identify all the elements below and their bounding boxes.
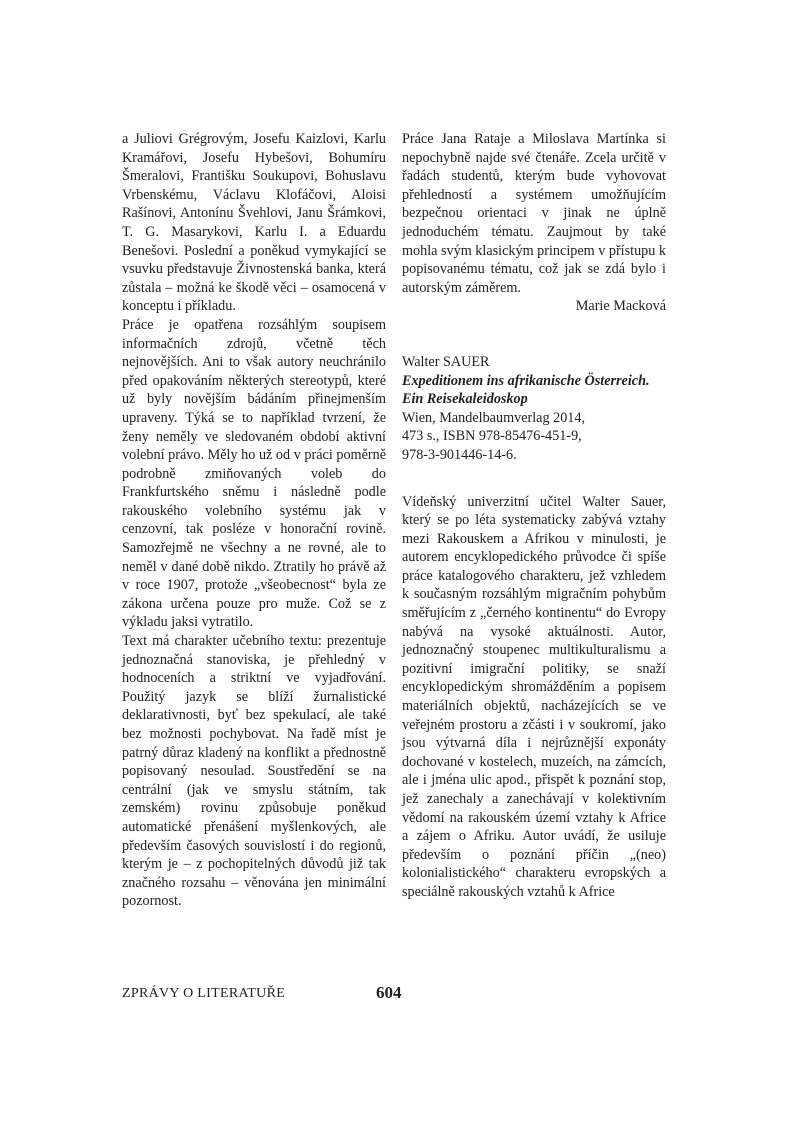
paragraph-review-conclusion: Práce Jana Rataje a Miloslava Martínka si nepochybně najde své čtenáře. Zcela určitě v řadách studentů, kterým bude vyhovovat přehledností a systémem umožňujícím bezpečnou orientaci v jinak ne úplně jednoduchém tématu. Zaujmout by také mohla svým klasickým principem v přístupu k popisovanému tématu, což jak se zdá bylo i autorským záměrem. [402, 131, 667, 296]
book-author: Walter SAUER [402, 353, 490, 370]
right-column [402, 130, 666, 902]
page-number: 604 [376, 983, 402, 1002]
book-isbn-second: 978-3-901446-14-6. [402, 446, 517, 463]
section-spacer [402, 316, 666, 353]
paragraph-sources: Práce je opatřena rozsáhlým soupisem informačních zdrojů, včetně těch nejnovějších. Ani to však autory neuchránilo před opakováním některých stereotypů, které už byly novějším bádáním přinejmenším upraveny. Týká se to například tvrzení, že ženy neměly ve sledovaném období aktivní volební právo. Měly ho už od v práci poměrně podrobně zmiňovaných voleb do Frankfurtského sněmu i následně podle rakouského volebního systému jak v cenzovní, tak posléze v honorační rovině. Samozřejmě ne všechny a ne rovné, ale to neměl v dané době nikdo. Ztratily ho právě až v roce 1907, protože „všeobecnost“ byla ze zákona určena pouze pro muže. Což se z výkladu jaksi vytratilo. [122, 316, 386, 631]
book-publisher: Wien, Mandelbaumverlag 2014, [402, 409, 586, 426]
paragraph-politicians-list: a Juliovi Grégrovým, Josefu Kaizlovi, Karlu Kramářovi, Josefu Hybešovi, Bohumíru Šmeralovi, Františku Soukupovi, Bohuslavu Vrbenskému, Václavu Klofáčovi, Aloisi Rašínovi, Antonínu Švehlovi, Janu Šrámkovi, T. G. Masarykovi, Karlu I. a Eduardu Benešovi. Poslední a poněkud vymykající se vsuvku představuje Živnostenská banka, která zůstala – možná ke škodě věci – osamocená v konceptu i příkladu. [122, 131, 386, 315]
book-title: Expeditionem ins afrikanische Österreich. Ein Reisekaleidoskop [402, 372, 650, 408]
reviewer-signature: Marie Macková [575, 298, 666, 315]
book-citation [402, 353, 666, 465]
paragraph-sauer-review: Vídeňský univerzitní učitel Walter Sauer, který se po léta systematicky zabývá vztahy mezi Rakouskem a Afrikou v minulosti, je autorem encyklopedického průvodce či spíše práce katalogového charakteru, jež vzhledem k současným rozsáhlým migračním pohybům směřujícím z „černého kontinentu“ do Evropy nabývá na vysoké aktuálnosti. Autor, jednoznačný stoupenec multikulturalismu a pozitivní imigrační politiky, se snaží encyklopedickým shromážděním a popisem materiálních objektů, nacházejících se ve veřejném prostoru a zčásti i v soukromí, jako jsou výtvarná díla i nejrůznější exponáty dochované v kostelech, muzeích, na zámcích, ale i jména ulic apod., přispět k poznání stop, jež zanechaly a zanechávají v kolektivním vědomí na rakouském území vztahy k Africe a zájem o Afriku. Autor uvádí, že usiluje především o poznání příčin „(neo) kolonialistického“ charakteru evropských a speciálně rakouských vztahů k Africe [402, 493, 666, 900]
left-column [122, 130, 386, 911]
book-pages-isbn: 473 s., ISBN 978-85476-451-9, [402, 428, 582, 445]
paragraph-text-character: Text má charakter učebního textu: prezentuje jednoznačná stanoviska, je přehledný v hodnoceních a striktní ve vyjadřování. Použitý jazyk se blíží žurnalistické deklarativnosti, byť bez spekulací, ale také bez možnosti pochybovat. Na řadě míst je patrný důraz kladený na konflikt a přednostně popisovaný nesoulad. Soustředění se na centrální (jak ve smyslu státním, tak zemském) rovinu způsobuje poněkud automatické přenášení myšlenkových, ale především časových souvislostí i do regionů, kterým je – z pochopitelných důvodů již tak značného rozsahu – věnována jen minimální pozornost. [122, 633, 386, 910]
citation-spacer [402, 465, 666, 493]
running-footer-journal-title: ZPRÁVY O LITERATUŘE [122, 986, 286, 1001]
